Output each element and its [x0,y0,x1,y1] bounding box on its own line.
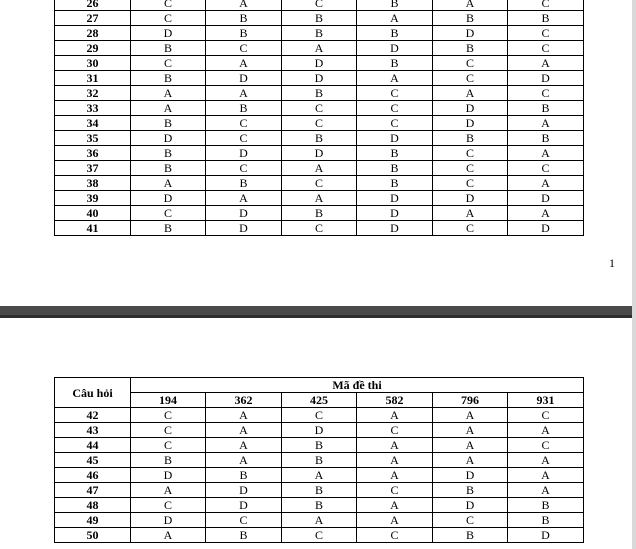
answer-cell: D [357,191,433,206]
answer-cell: B [508,101,584,116]
answer-cell: C [357,86,433,101]
question-number: 43 [55,423,131,438]
answer-cell: A [433,408,508,423]
table-row [55,116,584,131]
answer-cell: D [206,483,282,498]
answer-table-2-body [55,408,584,543]
answer-cell: B [282,11,357,26]
answer-cell: B [282,26,357,41]
answer-cell: C [508,161,584,176]
answer-cell: A [206,423,282,438]
answer-cell: A [357,498,433,513]
question-number: 26 [55,0,131,11]
answer-cell: B [433,483,508,498]
answer-cell: C [282,408,357,423]
answer-cell: A [131,176,206,191]
answer-cell: B [508,131,584,146]
answer-cell: A [433,453,508,468]
question-number: 41 [55,221,131,236]
answer-cell: B [282,86,357,101]
answer-cell: B [282,206,357,221]
table-row [55,498,584,513]
answer-cell: A [357,468,433,483]
exam-code-header: 931 [508,393,584,408]
answer-cell: B [206,468,282,483]
answer-cell: D [508,528,584,543]
table-row [55,191,584,206]
page-separator [0,306,636,318]
answer-cell: C [131,11,206,26]
answer-cell: B [357,0,433,11]
answer-cell: D [206,221,282,236]
answer-cell: B [206,101,282,116]
answer-cell: A [131,101,206,116]
answer-cell: B [508,513,584,528]
answer-cell: D [433,116,508,131]
answer-cell: C [131,498,206,513]
answer-cell: D [433,191,508,206]
answer-cell: D [433,498,508,513]
answer-cell: D [206,146,282,161]
page-number: 1 [609,256,615,270]
answer-cell: A [508,116,584,131]
answer-cell: A [508,468,584,483]
question-number: 28 [55,26,131,41]
question-number: 29 [55,41,131,56]
table-row [55,528,584,543]
answer-cell: A [357,438,433,453]
answer-cell: C [357,483,433,498]
answer-cell: C [206,161,282,176]
answer-cell: A [508,453,584,468]
document-page-2 [0,318,632,549]
answer-cell: B [206,26,282,41]
answer-cell: C [433,161,508,176]
question-number: 34 [55,116,131,131]
answer-cell: C [282,0,357,11]
table-row [55,146,584,161]
answer-cell: C [433,71,508,86]
answer-cell: A [433,423,508,438]
question-number: 31 [55,71,131,86]
exam-code-header: 194 [131,393,206,408]
answer-cell: D [282,56,357,71]
answer-cell: C [433,56,508,71]
answer-cell: A [206,408,282,423]
question-number: 35 [55,131,131,146]
answer-cell: A [131,86,206,101]
answer-cell: D [282,146,357,161]
exam-code-header: 796 [433,393,508,408]
answer-cell: D [131,468,206,483]
answer-cell: D [282,423,357,438]
answer-cell: B [357,146,433,161]
exam-code-header: 582 [357,393,433,408]
answer-cell: C [508,0,584,11]
answer-cell: A [357,11,433,26]
answer-cell: A [508,146,584,161]
answer-cell: A [282,468,357,483]
answer-cell: B [131,71,206,86]
table-row [55,468,584,483]
answer-cell: C [282,116,357,131]
table-row [55,86,584,101]
answer-table-1 [54,0,584,236]
answer-cell: C [433,146,508,161]
question-number: 37 [55,161,131,176]
answer-cell: D [508,221,584,236]
question-number: 32 [55,86,131,101]
answer-cell: B [131,161,206,176]
answer-cell: A [282,41,357,56]
answer-cell: C [433,513,508,528]
answer-cell: B [131,146,206,161]
table-row [55,56,584,71]
table-row [55,11,584,26]
answer-cell: C [508,408,584,423]
answer-cell: D [433,101,508,116]
window-right-edge [632,0,636,549]
answer-cell: D [131,191,206,206]
answer-cell: C [206,41,282,56]
answer-cell: D [282,71,357,86]
answer-cell: C [282,176,357,191]
answer-cell: A [433,206,508,221]
answer-cell: D [433,26,508,41]
answer-table-1-body [55,0,584,236]
question-number: 49 [55,513,131,528]
question-number: 38 [55,176,131,191]
question-number: 48 [55,498,131,513]
answer-cell: B [357,161,433,176]
answer-cell: B [282,498,357,513]
answer-cell: B [131,116,206,131]
question-number: 39 [55,191,131,206]
answer-cell: C [131,56,206,71]
exam-code-group-header: Mã đề thi [131,378,584,393]
answer-cell: A [131,483,206,498]
answer-cell: A [508,56,584,71]
answer-cell: A [357,453,433,468]
answer-cell: A [206,0,282,11]
answer-cell: C [433,221,508,236]
answer-cell: A [357,513,433,528]
question-number: 33 [55,101,131,116]
question-number: 42 [55,408,131,423]
answer-cell: B [433,528,508,543]
answer-cell: B [131,453,206,468]
answer-cell: C [131,423,206,438]
answer-cell: D [508,71,584,86]
answer-cell: C [282,101,357,116]
table-row [55,161,584,176]
answer-cell: C [357,423,433,438]
question-number: 30 [55,56,131,71]
question-number: 36 [55,146,131,161]
table-row [55,176,584,191]
answer-cell: D [131,131,206,146]
answer-cell: B [206,11,282,26]
question-column-header: Câu hỏi [55,378,131,408]
answer-cell: A [433,438,508,453]
answer-cell: A [131,528,206,543]
question-number: 44 [55,438,131,453]
table-row [55,26,584,41]
answer-cell: B [357,26,433,41]
answer-cell: A [206,191,282,206]
answer-cell: C [131,206,206,221]
answer-cell: D [206,71,282,86]
answer-cell: A [206,86,282,101]
answer-cell: B [508,498,584,513]
table-row [55,206,584,221]
answer-cell: B [433,11,508,26]
table-row [55,41,584,56]
table-row [55,513,584,528]
answer-cell: C [282,221,357,236]
answer-cell: D [433,468,508,483]
exam-code-header: 425 [282,393,357,408]
table-row [55,438,584,453]
table-row [55,483,584,498]
answer-cell: D [206,206,282,221]
question-number: 50 [55,528,131,543]
answer-cell: B [282,483,357,498]
answer-cell: A [508,423,584,438]
answer-cell: C [131,438,206,453]
table-row [55,221,584,236]
answer-cell: A [508,206,584,221]
question-number: 47 [55,483,131,498]
answer-cell: C [508,438,584,453]
answer-cell: C [131,0,206,11]
table-row [55,408,584,423]
answer-cell: A [508,176,584,191]
question-number: 46 [55,468,131,483]
exam-code-header: 362 [206,393,282,408]
answer-cell: B [131,41,206,56]
answer-table-2 [54,377,584,543]
answer-table-2-header [55,378,584,408]
answer-cell: A [433,86,508,101]
answer-cell: C [206,131,282,146]
question-number: 40 [55,206,131,221]
table-row [55,71,584,86]
answer-cell: C [508,41,584,56]
answer-cell: D [357,131,433,146]
answer-cell: C [508,86,584,101]
answer-cell: D [357,41,433,56]
answer-cell: C [357,528,433,543]
answer-cell: B [433,131,508,146]
answer-cell: D [131,26,206,41]
table-row [55,453,584,468]
answer-cell: B [282,131,357,146]
answer-cell: C [282,528,357,543]
answer-cell: C [357,101,433,116]
answer-cell: A [357,71,433,86]
answer-cell: C [206,513,282,528]
answer-cell: B [508,11,584,26]
answer-cell: A [357,408,433,423]
table-row [55,0,584,11]
answer-cell: C [131,408,206,423]
answer-cell: B [206,176,282,191]
answer-cell: D [508,191,584,206]
answer-cell: B [357,56,433,71]
table-row [55,131,584,146]
answer-cell: B [433,41,508,56]
answer-cell: D [131,513,206,528]
answer-cell: C [357,116,433,131]
answer-cell: C [433,176,508,191]
table-row [55,423,584,438]
answer-cell: A [433,0,508,11]
answer-cell: A [206,438,282,453]
answer-cell: B [131,221,206,236]
answer-cell: B [282,453,357,468]
answer-cell: A [282,161,357,176]
question-number: 27 [55,11,131,26]
answer-cell: B [206,528,282,543]
answer-cell: A [206,453,282,468]
answer-cell: A [282,513,357,528]
question-number: 45 [55,453,131,468]
answer-cell: A [282,191,357,206]
answer-cell: A [206,56,282,71]
answer-cell: B [282,438,357,453]
answer-cell: C [206,116,282,131]
answer-cell: D [357,221,433,236]
answer-cell: D [357,206,433,221]
answer-cell: C [508,26,584,41]
answer-cell: D [206,498,282,513]
answer-cell: A [508,483,584,498]
table-row [55,101,584,116]
answer-cell: B [357,176,433,191]
